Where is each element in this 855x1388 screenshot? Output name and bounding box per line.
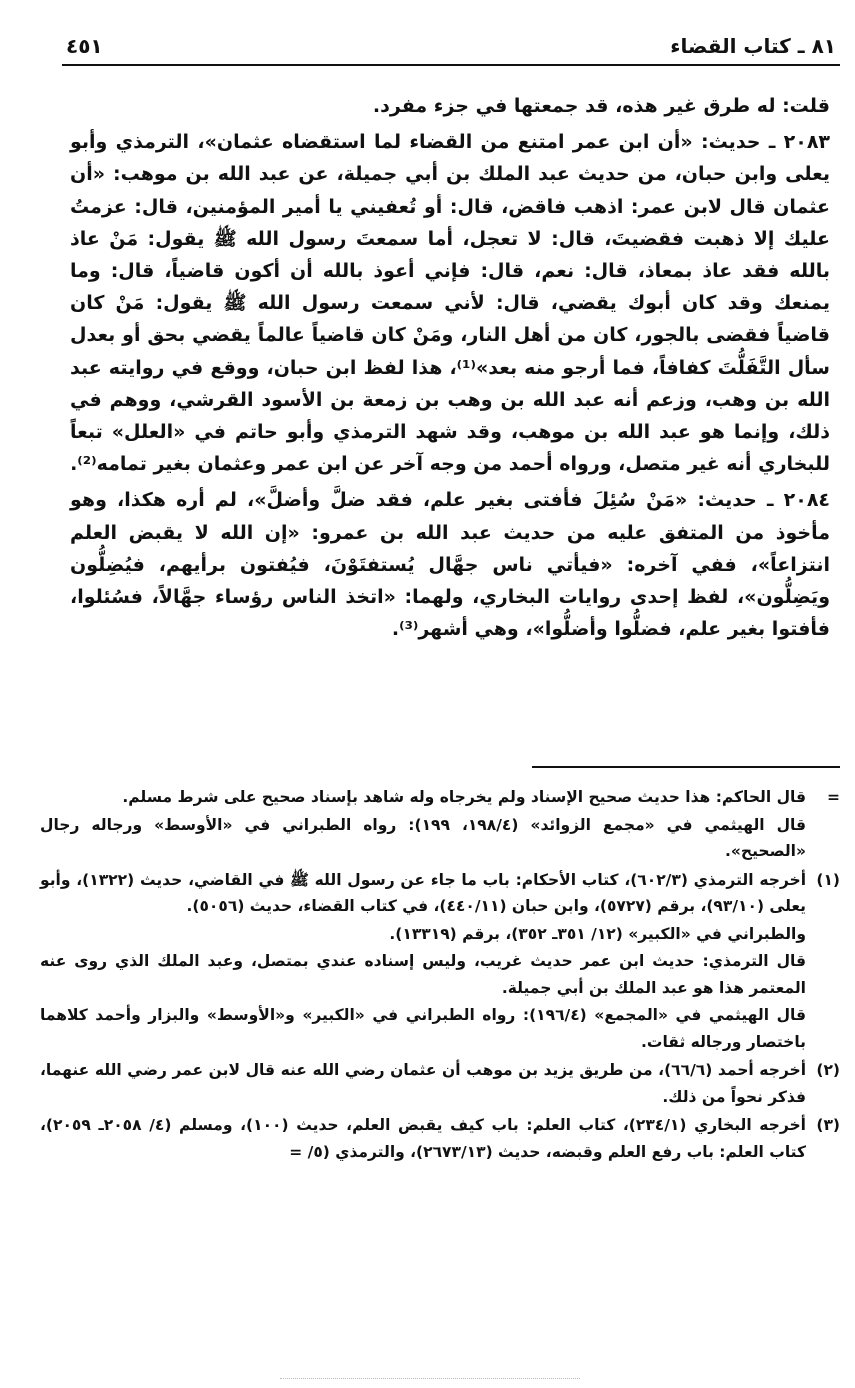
footnote-marker: (١)	[816, 870, 840, 889]
footnote-marker: (٢)	[816, 1061, 840, 1079]
footnote-text	[40, 867, 806, 1057]
footnotes	[40, 784, 840, 1167]
footnote-text	[40, 1112, 806, 1166]
footnote-2	[40, 1057, 840, 1111]
paragraph-text: له طرق غير هذه، قد جمعتها في جزء مفرد.	[372, 95, 783, 117]
paragraph-lead: ٢٠٨٣ ـ	[768, 131, 831, 154]
paragraph-text: حديث: «أن ابن عمر امتنع من القضاء لما استقضاه عثمان»، الترمذي وأبو يعلى وابن حبان، من حديث عبد الملك بن أبي جميلة، عن عبد الله بن موهب: «أن عثمان قال لابن عمر: اذهب فاقض، قال: أو تُعفيني يا أمير المؤمنين، قال: عزمتُ عليك إلا ذهبت فقضيتَ، قال: لا تعجل، أما سمعتَ رسول الله ﷺ يقول: مَنْ عاذ بالله فقد عاذ بمعاذ، قال: نعم، قال: فإني أعوذ بالله أن أكون قاضياً، قال: وما يمنعك وقد كان أبوك يقضي، قال: لأني سمعت رسول الله ﷺ يقول: مَنْ كان قاضياً فقضى بالجور، كان من أهل النار، ومَنْ كان قاضياً عالماً يقضي بحق أو بعدل سأل التَّفَلُّتَ كفافاً، فما أرجو منه بعد»⁽¹⁾، هذا لفظ ابن حبان، ووقع في روايته عبد الله بن وهب، وزعم أنه عبد الله بن وهب بن زمعة بن الأسود القرشي، ووهم في ذلك، وإنما هو عبد الله بن موهب، وقد شهد الترمذي وأبو حاتم في «العلل» تبعاً للبخاري أنه غير متصل، ورواه أحمد من وجه آخر عن ابن عمر وعثمان بغير تمامه⁽²⁾.	[70, 131, 830, 476]
footnote-marker: (٣)	[816, 1116, 840, 1134]
scan-edge-mark	[280, 1378, 580, 1383]
footnote-line: قال الهيثمي في «المجمع» (١٩٦/٤): رواه الطبراني في «الكبير» و«الأوسط» والبزار وأحمد كلاهما باختصار ورجاله ثقات.	[40, 1006, 806, 1051]
footnote-marker: =	[827, 788, 840, 806]
footnote-text	[40, 1057, 806, 1111]
footnote-3	[40, 1112, 840, 1166]
running-header	[62, 28, 840, 66]
paragraph-hadith-2084	[70, 484, 830, 645]
footnote-line: قال الهيثمي في «مجمع الزوائد» (١٩٨/٤، ١٩٩): رواه الطبراني في «الأوسط» ورجاله رجال «الصحيح».	[40, 815, 806, 860]
main-text	[70, 90, 830, 649]
paragraph-lead: قلت:	[782, 95, 830, 117]
footnote-line: أخرجه البخاري (٢٣٤/١)، كتاب العلم: باب كيف يقبض العلم، حديث (١٠٠)، ومسلم (٤/ ٢٠٥٨ـ ٢٠٥٩)، كتاب العلم: باب رفع العلم وقبضه، حديث (٢٦٧٣/١٣)، والترمذي (٥/ =	[40, 1116, 806, 1161]
footnote-line: والطبراني في «الكبير» (١٢/ ٣٥١ـ ٣٥٢)، برقم (١٣٣١٩).	[389, 924, 806, 943]
paragraph-lead: ٢٠٨٤ ـ	[767, 489, 831, 512]
footnote-continuation	[40, 784, 840, 866]
page-number: ٤٥١	[66, 34, 103, 58]
footnote-divider	[532, 766, 840, 768]
footnote-line: أخرجه الترمذي (٦٠٢/٣)، كتاب الأحكام: باب ما جاء عن رسول الله ﷺ في القاضي، حديث (١٣٢٢)، وأبو يعلى (٩٣/١٠)، برقم (٥٧٢٧)، وابن حبان (٤٤٠/١١)، في كتاب القضاء، حديث (٥٠٥٦).	[40, 870, 807, 915]
footnote-1	[40, 867, 840, 1057]
footnote-line: قال الحاكم: هذا حديث صحيح الإسناد ولم يخرجاه وله شاهد بإسناد صحيح على شرط مسلم.	[122, 788, 806, 806]
paragraph-note	[70, 90, 830, 122]
header-title: ٨١ ـ كتاب القضاء	[670, 34, 836, 58]
footnote-text	[40, 784, 806, 866]
paragraph-hadith-2083	[70, 126, 830, 480]
footnote-line: قال الترمذي: حديث ابن عمر حديث غريب، وليس إسناده عندي بمتصل، وعبد الملك الذي روى عنه المعتمر هذا هو عبد الملك بن أبي جميلة.	[40, 952, 806, 997]
paragraph-text: حديث: «مَنْ سُئِلَ فأفتى بغير علم، فقد ضلَّ وأضلَّ»، لم أره هكذا، وهو مأخوذ من المتفق عليه من حديث عبد الله بن عمرو: «إن الله لا يقبض العلم انتزاعاً»، ففي آخره: «فيأتي ناس جهَّال يُستفتَوْنَ، فيُفتون برأيهم، فيُضِلُّون ويَضِلُّون»، لفظ إحدى روايات البخاري، ولهما: «اتخذ الناس رؤساء جهَّالاً، فسُئلوا، فأفتوا بغير علم، فضلُّوا وأضلُّوا»، وهي أشهر⁽³⁾.	[70, 489, 830, 641]
footnote-line: أخرجه أحمد (٦٦/٦)، من طريق يزيد بن موهب أن عثمان رضي الله عنه قال لابن عمر رضي الله عنهما، فذكر نحواً من ذلك.	[40, 1061, 807, 1106]
